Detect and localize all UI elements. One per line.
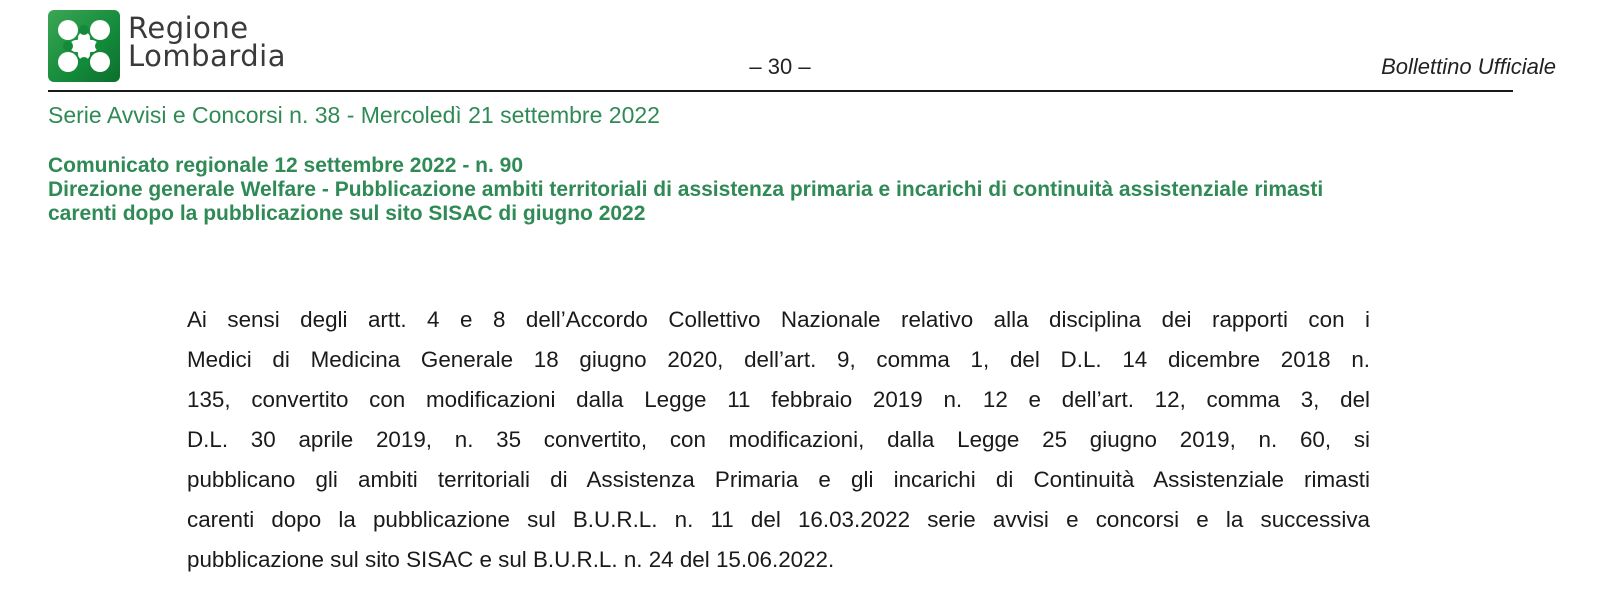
page-header <box>0 0 1606 96</box>
comunicato-title: Comunicato regionale 12 settembre 2022 - n. 90 <box>48 154 524 177</box>
body-line: pubblicazione sul sito SISAC e sul B.U.R.L. n. 24 del 15.06.2022. <box>187 547 835 572</box>
logo-line-regione: Regione <box>128 11 249 45</box>
body-line: Medici di Medicina Generale 18 giugno 2020, dell’art. 9, comma 1, del D.L. 14 dicembre 2018 n. <box>187 347 1370 372</box>
series-line: Serie Avvisi e Concorsi n. 38 - Mercoledì 21 settembre 2022 <box>48 102 660 128</box>
comunicato-subject-line: Direzione generale Welfare - Pubblicazione ambiti territoriali di assistenza primaria e incarichi di continuità assistenziale rimasti <box>48 178 1324 201</box>
comunicato-subject-line: carenti dopo la pubblicazione sul sito SISAC di giugno 2022 <box>48 202 646 225</box>
body-line: carenti dopo la pubblicazione sul B.U.R.L. n. 11 del 16.03.2022 serie avvisi e concorsi e la successiva <box>187 507 1370 532</box>
logo-line-lombardia: Lombardia <box>128 39 286 73</box>
logo-wordmark <box>128 11 286 73</box>
regione-lombardia-logo-icon <box>48 10 120 82</box>
page-number: – 30 – <box>749 54 811 79</box>
body-line: D.L. 30 aprile 2019, n. 35 convertito, con modificazioni, dalla Legge 25 giugno 2019, n. 60, si <box>187 427 1370 452</box>
body-paragraph <box>187 300 1370 580</box>
body-line: 135, convertito con modificazioni dalla Legge 11 febbraio 2019 n. 12 e dell’art. 12, comma 3, del <box>187 387 1370 412</box>
header-divider <box>48 90 1513 92</box>
comunicato-heading <box>48 154 1518 226</box>
body-line: pubblicano gli ambiti territoriali di Assistenza Primaria e gli incarichi di Continuità Assistenziale rimasti <box>187 467 1370 492</box>
body-line: Ai sensi degli artt. 4 e 8 dell’Accordo Collettivo Nazionale relativo alla disciplina dei rapporti con i <box>187 307 1370 332</box>
bulletin-name: Bollettino Ufficiale <box>1381 54 1556 79</box>
